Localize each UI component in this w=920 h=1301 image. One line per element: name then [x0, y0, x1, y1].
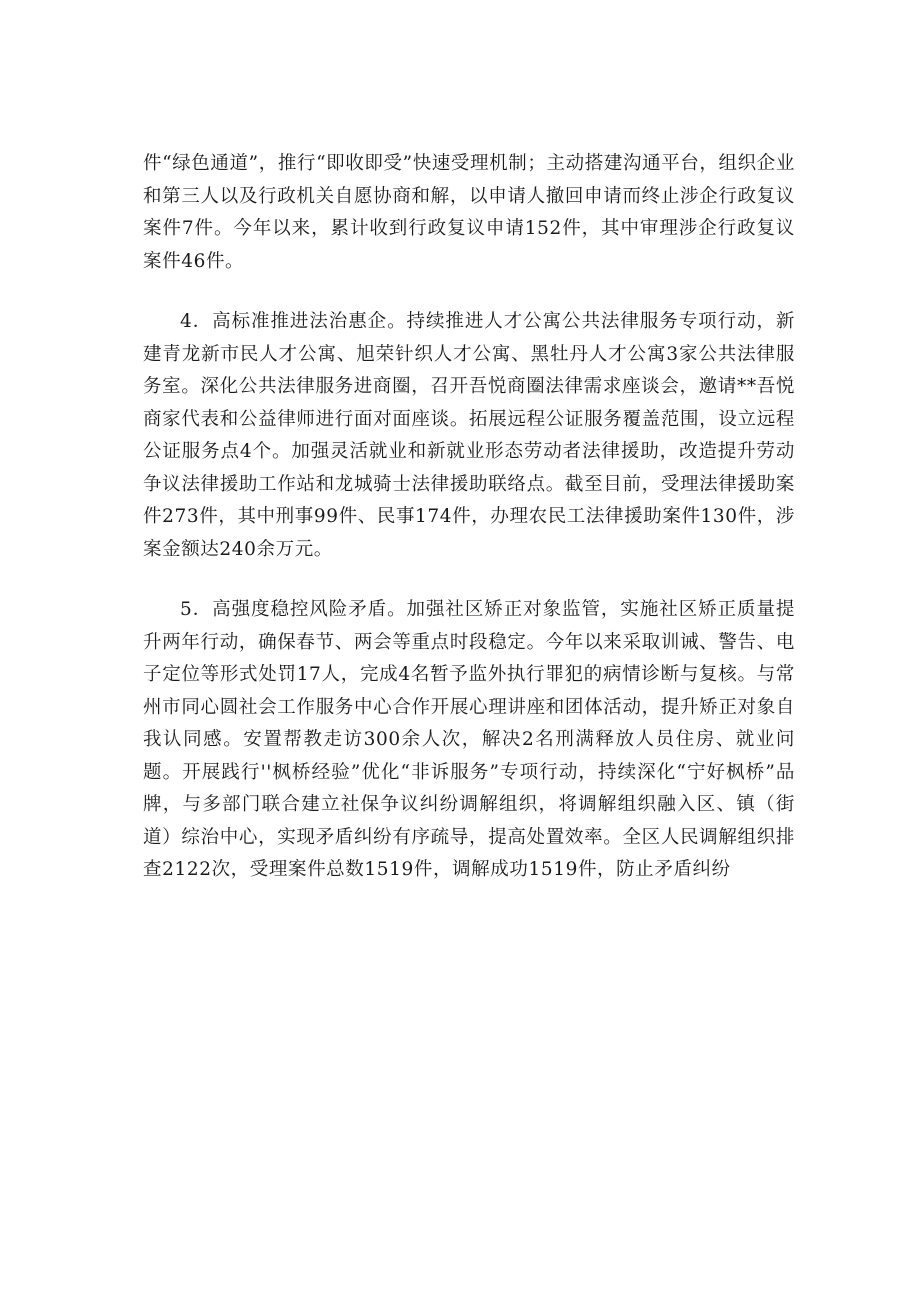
paragraph-continued: 件“绿色通道”，推行“即收即受”快速受理机制；主动搭建沟通平台，组织企业和第三人以及行政机关自愿协商和解，以申请人撤回申请而终止涉企行政复议案件7件。今年以来，累计收到行政复议申请152件，其中审理涉企行政复议案件46件。 [143, 153, 795, 272]
paragraph-item-4: 4．高标准推进法治惠企。持续推进人才公寓公共法律服务专项行动，新建青龙新市民人才公寓、旭荣针织人才公寓、黑牡丹人才公寓3家公共法律服务室。深化公共法律服务进商圈，召开吾悦商圈法律需求座谈会，邀请**吾悦商家代表和公益律师进行面对面座谈。拓展远程公证服务覆盖范围，设立远程公证服务点4个。加强灵活就业和新就业形态劳动者法律援助，改造提升劳动争议法律援助工作站和龙城骑士法律援助联络点。截至目前，受理法律援助案件273件，其中刑事99件、民事174件，办理农民工法律援助案件130件，涉案金额达240余万元。 [143, 311, 795, 560]
paragraph-item-5: 5．高强度稳控风险矛盾。加强社区矫正对象监管，实施社区矫正质量提升两年行动，确保春节、两会等重点时段稳定。今年以来采取训诫、警告、电子定位等形式处罚17人，完成4名暂予监外执行罪犯的病情诊断与复核。与常州市同心圆社会工作服务中心合作开展心理讲座和团体活动，提升矫正对象自我认同感。安置帮教走访300余人次，解决2名刑满释放人员住房、就业问题。开展践行''枫桥经验”优化“非诉服务”专项行动，持续深化“宁好枫桥”品牌，与多部门联合建立社保争议纠纷调解组织，将调解组织融入区、镇（街道）综治中心，实现矛盾纠纷有序疏导，提高处置效率。全区人民调解组织排查2122次，受理案件总数1519件，调解成功1519件，防止矛盾纠纷 [143, 599, 795, 880]
document-body [143, 148, 795, 887]
